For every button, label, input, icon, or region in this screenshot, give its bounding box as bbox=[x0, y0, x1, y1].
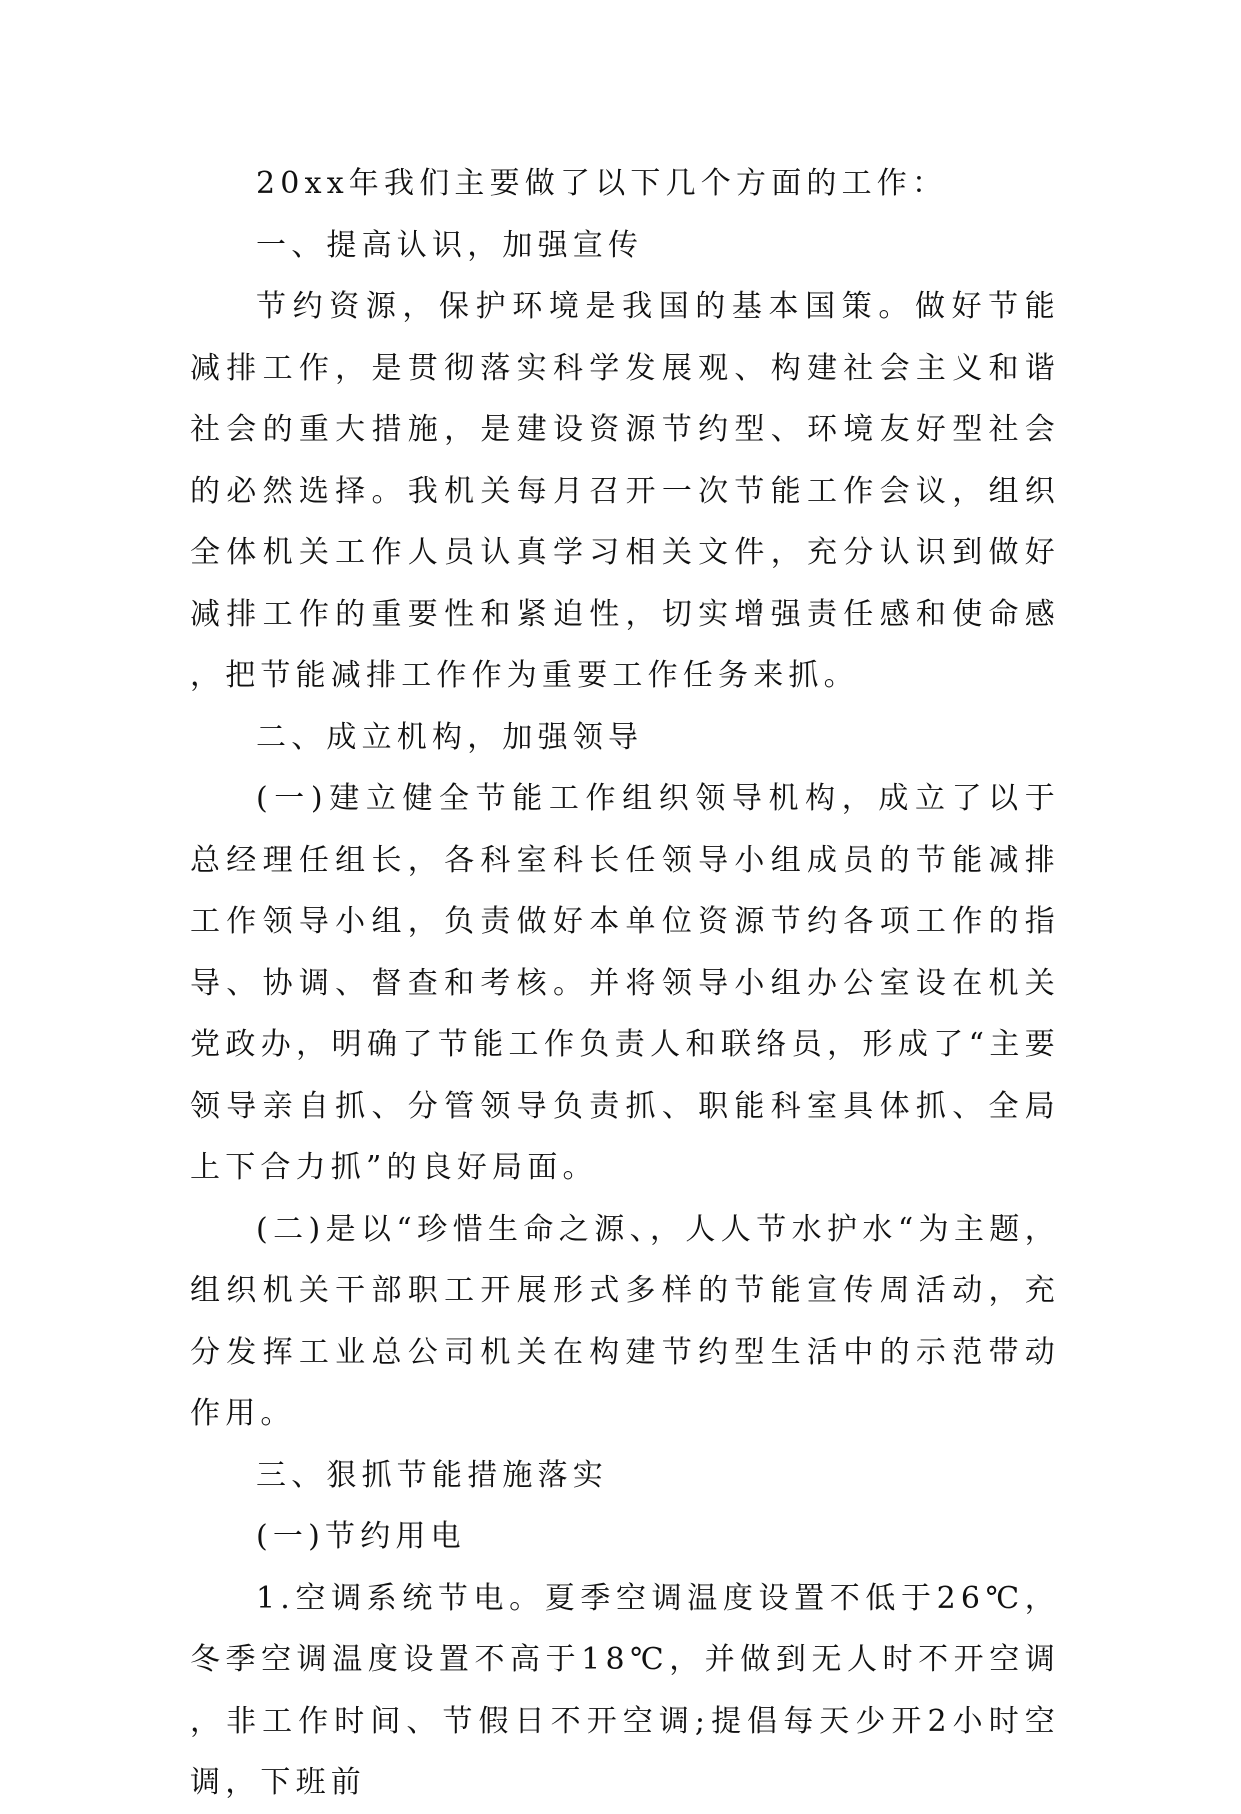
heading-section-3: 三、狠抓节能措施落实 bbox=[256, 1457, 608, 1493]
heading-section-1: 一、提高认识，加强宣传 bbox=[256, 227, 644, 263]
paragraph-section-3-item-1: 1.空调系统节电。夏季空调温度设置不低于26℃，冬季空调温度设置不高于18℃，并做到无人时不开空调，非工作时间、节假日不开空调;提倡每天少开2小时空调，下班前 bbox=[190, 1580, 1060, 1800]
paragraph-intro: 20xx年我们主要做了以下几个方面的工作： bbox=[256, 166, 948, 201]
heading-section-2: 二、成立机构，加强领导 bbox=[256, 719, 644, 755]
document-body bbox=[190, 153, 1060, 1814]
paragraph-section-2-item-1: (一)建立健全节能工作组织领导机构，成立了以于总经理任组长，各科室科长任领导小组成员的节能减排工作领导小组，负责做好本单位资源节约各项工作的指导、协调、督查和考核。并将领导小组办公室设在机关党政办，明确了节能工作负责人和联络员，形成了“主要领导亲自抓、分管领导负责抓、职能科室具体抓、全局上下合力抓”的良好局面。 bbox=[190, 781, 1060, 1185]
paragraph-section-2-item-2: (二)是以“珍惜生命之源、，人人节水护水“为主题，组织机关干部职工开展形式多样的节能宣传周活动，充分发挥工业总公司机关在构建节约型生活中的示范带动作用。 bbox=[190, 1211, 1060, 1431]
paragraph-section-1: 节约资源，保护环境是我国的基本国策。做好节能减排工作，是贯彻落实科学发展观、构建社会主义和谐社会的重大措施，是建设资源节约型、环境友好型社会的必然选择。我机关每月召开一次节能工作会议，组织全体机关工作人员认真学习相关文件，充分认识到做好减排工作的重要性和紧迫性，切实增强责任感和使命感，把节能减排工作作为重要工作任务来抓。 bbox=[190, 289, 1060, 693]
subheading-section-3-item-1: (一)节约用电 bbox=[256, 1519, 466, 1554]
